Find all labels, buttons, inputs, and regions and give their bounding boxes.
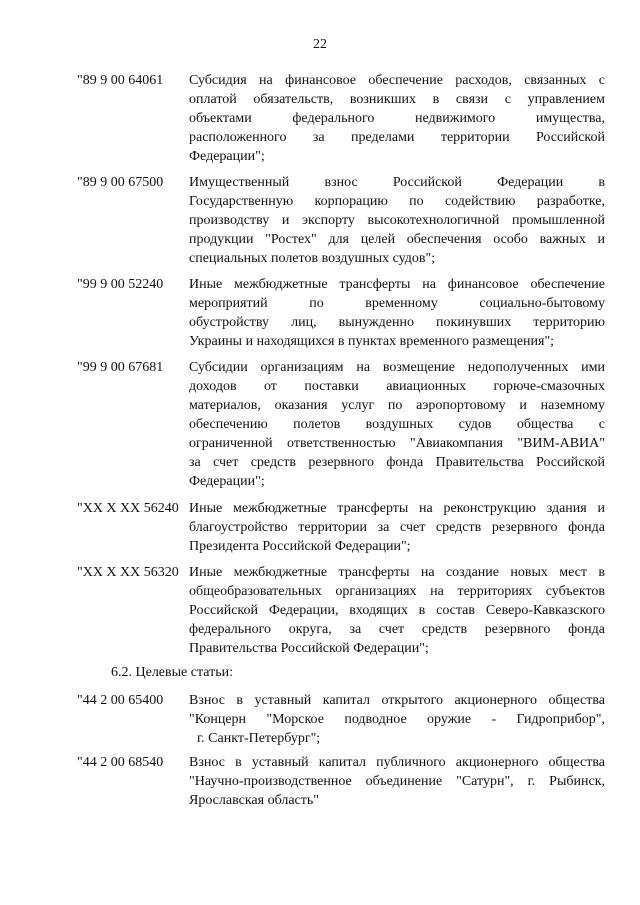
description-line: федерального округа, за счет средств резервного фонда <box>189 622 605 637</box>
entry-description <box>189 499 605 556</box>
description-line: Украины и находящихся в пунктах временного размещения"; <box>189 334 555 349</box>
entry-description <box>189 563 605 658</box>
description-line: Ярославская область" <box>189 793 319 808</box>
classification-code: "44 2 00 68540 <box>77 755 164 770</box>
description-line: Федерации"; <box>189 474 265 489</box>
entry-description <box>189 173 605 268</box>
description-line: обеспечению полетов воздушных судов общества с <box>189 417 605 432</box>
description-line: Имущественный взнос Российской Федерации в <box>189 175 605 190</box>
description-line: Взнос в уставный капитал открытого акционерного общества <box>189 693 605 708</box>
description-line: "Концерн "Морское подводное оружие - Гидроприбор", <box>189 712 605 727</box>
classification-code: "89 9 00 67500 <box>77 175 164 190</box>
entry-description <box>189 71 605 166</box>
description-line: продукции "Ростех" для целей обеспечения особо важных и <box>189 232 605 247</box>
description-line: Российской Федерации, входящих в состав Северо-Кавказского <box>189 603 605 618</box>
classification-code: "99 9 00 52240 <box>77 277 164 292</box>
description-line: материалов, оказания услуг по аэропортовому и наземному <box>189 398 605 413</box>
description-line: доходов от поставки авиационных горюче-смазочных <box>189 379 605 394</box>
description-line: Иные межбюджетные трансферты на реконструкцию здания и <box>189 501 605 516</box>
description-line: "Научно-производственное объединение "Сатурн", г. Рыбинск, <box>189 774 605 789</box>
description-line: Государственную корпорацию по содействию разработке, <box>189 194 605 209</box>
classification-code: "XX X XX 56320 <box>77 565 179 580</box>
description-line: Субсидия на финансовое обеспечение расходов, связанных с <box>189 73 605 88</box>
entry-description <box>189 691 605 748</box>
description-line: объектами федерального недвижимого имущества, <box>189 111 605 126</box>
description-line: специальных полетов воздушных судов"; <box>189 251 436 266</box>
section-heading: 6.2. Целевые статьи: <box>111 665 233 680</box>
entry-description <box>189 753 605 810</box>
page-number: 22 <box>313 37 327 52</box>
entry-description <box>189 358 605 491</box>
description-line: Субсидии организациям на возмещение недополученных ими <box>189 360 605 375</box>
description-line: общеобразовательных организациях на территориях субъектов <box>189 584 605 599</box>
entry-description <box>189 275 605 351</box>
description-line: Иные межбюджетные трансферты на создание новых мест в <box>189 565 605 580</box>
description-line: Федерации"; <box>189 149 265 164</box>
description-line: Иные межбюджетные трансферты на финансовое обеспечение <box>189 277 605 292</box>
description-line: расположенного за пределами территории Российской <box>189 130 605 145</box>
description-line: за счет средств резервного фонда Правительства Российской <box>189 455 605 470</box>
description-line: г. Санкт-Петербург"; <box>197 731 321 746</box>
description-line: Взнос в уставный капитал публичного акционерного общества <box>189 755 605 770</box>
description-line: производству и экспорту высокотехнологичной промышленной <box>189 213 605 228</box>
classification-code: "XX X XX 56240 <box>77 501 179 516</box>
description-line: ограниченной ответственностью "Авиакомпания "ВИМ-АВИА" <box>189 436 605 451</box>
classification-code: "89 9 00 64061 <box>77 73 164 88</box>
description-line: Президента Российской Федерации"; <box>189 539 411 554</box>
description-line: обустройству лиц, вынужденно покинувших территорию <box>189 315 605 330</box>
classification-code: "44 2 00 65400 <box>77 693 164 708</box>
description-line: благоустройство территории за счет средств резервного фонда <box>189 520 605 535</box>
classification-code: "99 9 00 67681 <box>77 360 164 375</box>
description-line: Правительства Российской Федерации"; <box>189 641 429 656</box>
description-line: оплатой обязательств, возникших в связи с управлением <box>189 92 605 107</box>
description-line: мероприятий по временному социально-бытовому <box>189 296 605 311</box>
